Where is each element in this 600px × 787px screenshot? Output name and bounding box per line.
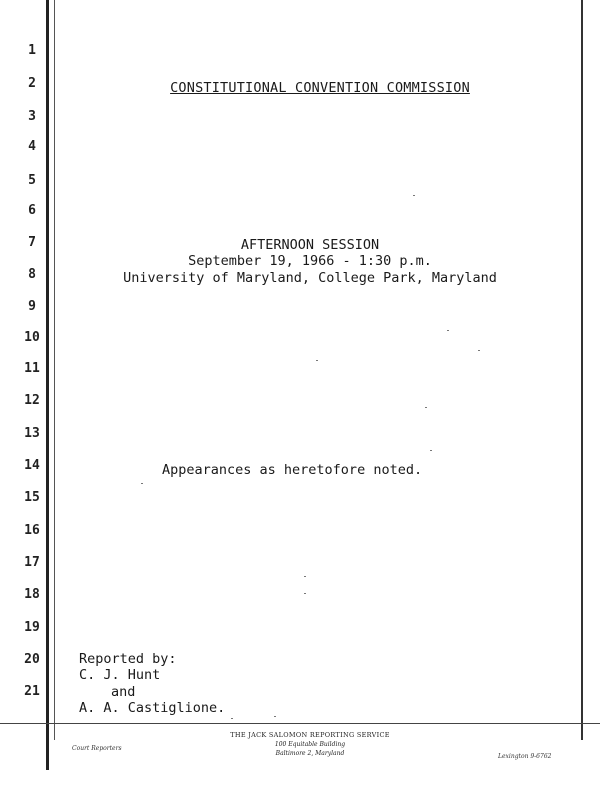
scan-speck bbox=[316, 360, 318, 361]
line-number: 1 bbox=[28, 43, 36, 58]
line-number: 14 bbox=[24, 458, 40, 473]
line-number: 9 bbox=[28, 299, 36, 314]
line-number: 20 bbox=[24, 652, 40, 667]
scan-speck bbox=[413, 195, 415, 196]
scan-speck bbox=[430, 450, 432, 451]
line-number: 8 bbox=[28, 267, 36, 282]
line-number: 11 bbox=[24, 361, 40, 376]
line-number: 7 bbox=[28, 235, 36, 250]
scan-speck bbox=[141, 483, 143, 484]
line-number: 13 bbox=[24, 426, 40, 441]
session-date-time: September 19, 1966 - 1:30 p.m. bbox=[188, 253, 432, 269]
reporter-conjunction: and bbox=[111, 684, 136, 700]
document-heading: CONSTITUTIONAL CONVENTION COMMISSION bbox=[170, 80, 470, 96]
scan-speck bbox=[304, 576, 306, 577]
scan-speck bbox=[304, 593, 306, 594]
scan-speck bbox=[425, 407, 427, 408]
scan-speck bbox=[447, 330, 449, 331]
footer-divider bbox=[0, 723, 600, 724]
line-number: 21 bbox=[24, 684, 40, 699]
session-location: University of Maryland, College Park, Maryland bbox=[123, 270, 497, 286]
scan-speck bbox=[478, 350, 480, 351]
left-margin-rule-inner bbox=[54, 0, 55, 740]
line-number: 16 bbox=[24, 523, 40, 538]
line-number: 2 bbox=[28, 76, 36, 91]
footer-letterhead bbox=[200, 731, 420, 758]
line-number: 17 bbox=[24, 555, 40, 570]
service-address-line: 100 Equitable Building bbox=[274, 741, 346, 748]
line-number: 6 bbox=[28, 203, 36, 218]
reporting-service-name: THE JACK SALOMON REPORTING SERVICE bbox=[230, 731, 390, 739]
service-address-line: Baltimore 2, Maryland bbox=[275, 750, 345, 757]
scan-speck bbox=[231, 718, 233, 719]
right-margin-rule bbox=[581, 0, 583, 740]
reporter-name: A. A. Castiglione. bbox=[79, 700, 226, 716]
line-number: 19 bbox=[24, 620, 40, 635]
line-number: 5 bbox=[28, 173, 36, 188]
line-number: 12 bbox=[24, 393, 40, 408]
appearances-note: Appearances as heretofore noted. bbox=[162, 462, 423, 478]
footer-right-text: Lexington 9-6762 bbox=[498, 753, 552, 760]
line-number: 3 bbox=[28, 109, 36, 124]
session-title: AFTERNOON SESSION bbox=[240, 237, 380, 253]
line-number: 4 bbox=[28, 139, 36, 154]
line-number: 15 bbox=[24, 490, 40, 505]
reporter-name: C. J. Hunt bbox=[79, 667, 161, 683]
scan-speck bbox=[274, 716, 276, 717]
line-number: 18 bbox=[24, 587, 40, 602]
reported-by-label: Reported by: bbox=[79, 651, 177, 667]
line-number: 10 bbox=[24, 330, 40, 345]
footer-left-text: Court Reporters bbox=[72, 745, 122, 752]
left-margin-rule bbox=[46, 0, 49, 770]
